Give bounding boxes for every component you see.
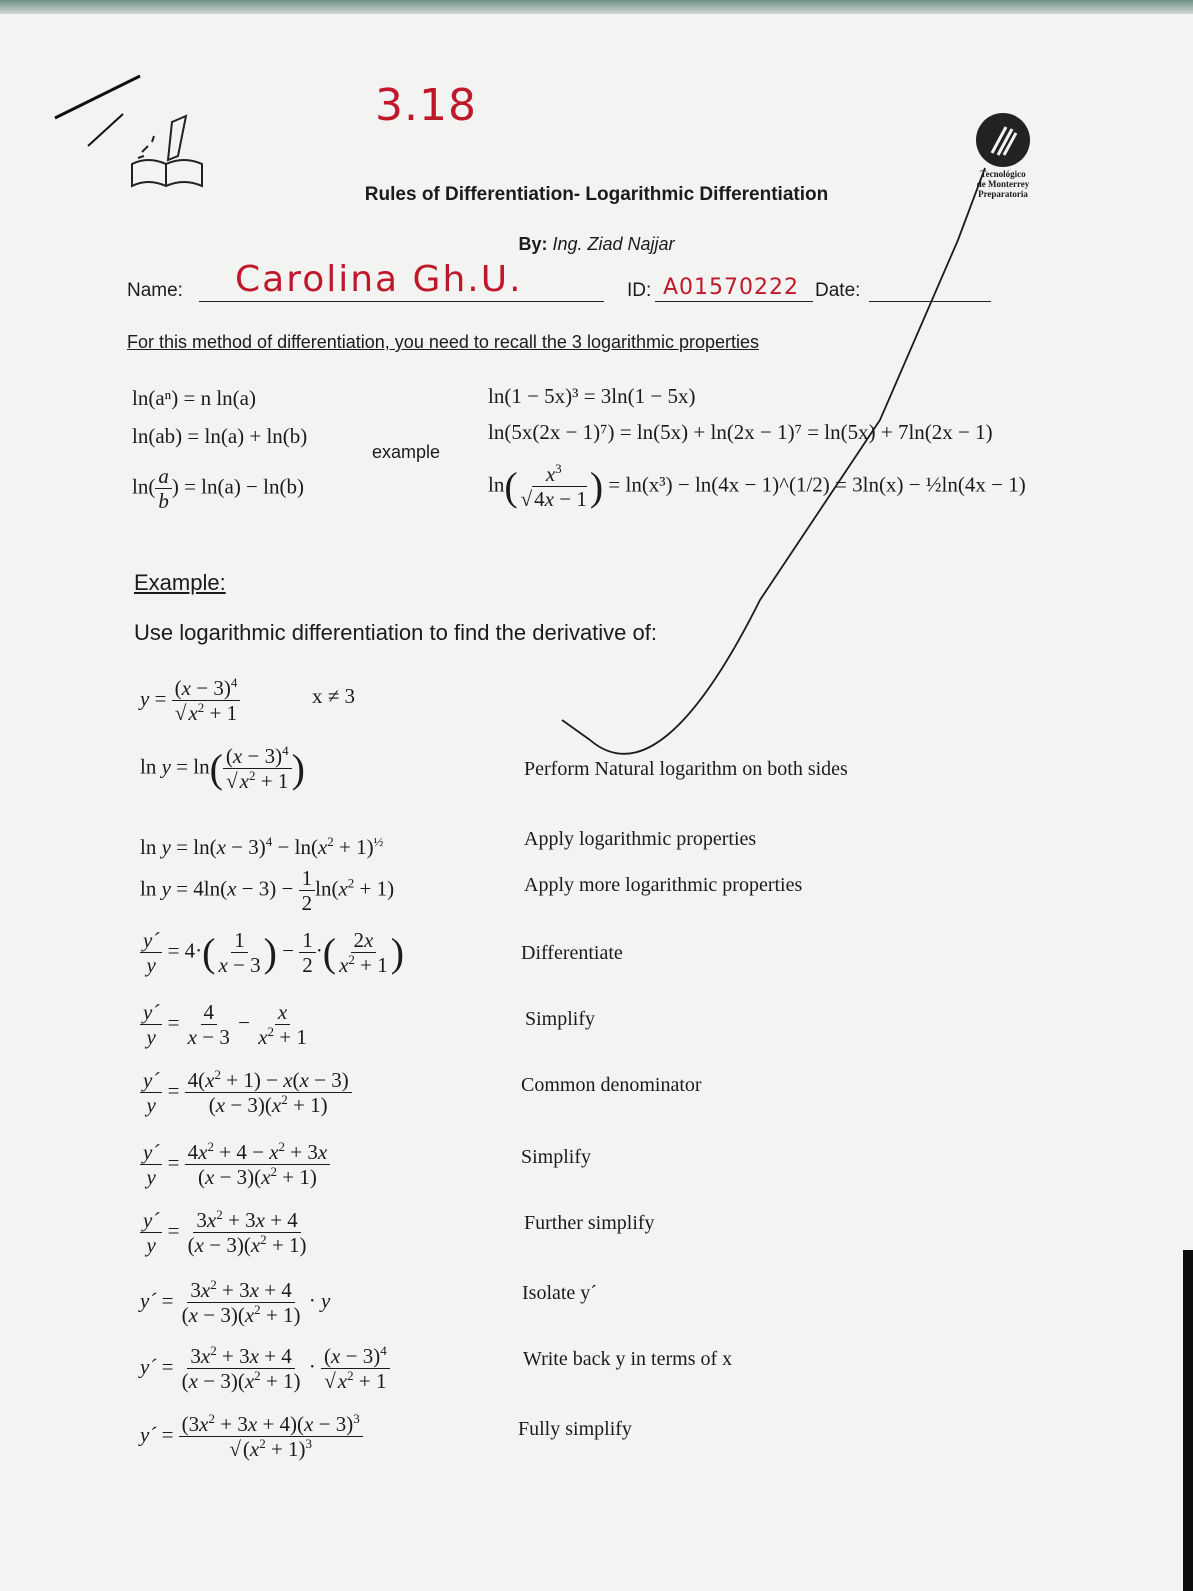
example-quotient: ln( $\frac{x^3}{√4x - 1}$ ) = ln(x³) − ln(4x − 1)^(1/2) = 3ln(x) − ½ln(4x − 1): [488, 461, 1026, 512]
property-power: ln(aⁿ) = n ln(a): [132, 386, 256, 410]
step-log-both-sides: ln y = ln( $\frac{(x - 3)^4}{√x^2 + 1}$ ): [140, 743, 305, 794]
logo-emblem: [976, 113, 1030, 167]
check-mark-stroke-2: [88, 114, 123, 146]
id-label: ID:: [627, 280, 652, 301]
note-step-8: Further simplify: [524, 1212, 655, 1234]
step-more-properties: ln y = 4ln(x − 3) − $\frac{1}{2}$ $\ln(x^2 + 1)$: [140, 866, 395, 916]
step-isolate: y´ = $\frac{3x^2 + 3x + 4}{(x - 3)(x^2 + 1)}$ · y: [140, 1277, 331, 1328]
note-step-7: Simplify: [521, 1146, 592, 1168]
logo-line-3: Preparatoria: [978, 189, 1028, 199]
note-step-6: Common denominator: [521, 1074, 702, 1096]
page-number: 3.18: [375, 80, 477, 131]
step-simplify-2: $\frac{y´}{y}$ = $\frac{4x^2 + 4 - x^2 + 3x}{(x - 3)(x^2 + 1)}$: [140, 1140, 330, 1189]
quotient-denominator: b: [158, 489, 169, 514]
logo-line-2: de Monterrey: [976, 179, 1030, 189]
step-common-denominator: $\frac{y´}{y}$ = $\frac{4(x^2 + 1) - x(x - 3)}{(x - 3)(x^2 + 1)}$: [140, 1068, 352, 1117]
step-differentiate: $\frac{y´}{y}$ = 4·( $\frac{1}{x - 3}$ ) − $\frac{1}{2}$ ·( $\frac{2x}{x^2 + 1}$ ): [140, 928, 404, 977]
id-field[interactable]: A01570222: [663, 275, 800, 300]
note-step-5: Simplify: [525, 1008, 596, 1030]
property-product: ln(ab) = ln(a) + ln(b): [132, 424, 308, 448]
date-label: Date:: [815, 280, 861, 301]
quotient-numerator: a: [155, 464, 172, 489]
step-further-simplify: $\frac{y´}{y}$ = $\frac{3x^2 + 3x + 4}{(x - 3)(x^2 + 1)}$: [140, 1208, 310, 1257]
example-product: ln(5x(2x − 1)⁷) = ln(5x) + ln(2x − 1)⁷ = ln(5x) + 7ln(2x − 1): [488, 420, 993, 444]
author-label: By:: [518, 234, 548, 254]
author-line: [0, 234, 1193, 255]
note-step-2: Apply logarithmic properties: [524, 828, 757, 850]
name-underline: [199, 301, 604, 302]
step-final-answer: y´ = $\frac{(3x^2 + 3x + 4)(x - 3)^3}{√(x^2 + 1)^3}$: [140, 1412, 363, 1461]
instruction-text: Use logarithmic differentiation to find the derivative of:: [134, 620, 657, 645]
domain-condition: x ≠ 3: [312, 684, 356, 708]
long-pen-stroke: [562, 168, 985, 754]
intro-text: For this method of differentiation, you need to recall the 3 logarithmic properties: [127, 332, 760, 352]
document-title: Rules of Differentiation- Logarithmic Differentiation: [364, 184, 829, 205]
quotient-lhs: ln(: [132, 474, 156, 499]
example-label: example: [372, 442, 441, 462]
quotient-rhs: ) = ln(a) − ln(b): [171, 474, 304, 499]
step-write-back: y´ = $\frac{3x^2 + 3x + 4}{(x - 3)(x^2 + 1)}$ · $\frac{(x - 3)^4}{√x^2 + 1}$: [140, 1344, 390, 1393]
example-heading: Example:: [134, 570, 226, 595]
note-step-4: Differentiate: [521, 942, 623, 964]
name-field[interactable]: Carolina Gh.U.: [235, 259, 523, 300]
step-given-function: y = $\frac{(x - 3)^4}{√x^2 + 1}$: [140, 676, 240, 725]
note-step-10: Write back y in terms of x: [523, 1348, 733, 1370]
example-power: ln(1 − 5x)³ = 3ln(1 − 5x): [488, 384, 696, 408]
step-log-properties: $\ln y = \ln(x - 3)^4 - \ln(x^2 + 1)^{\frac{1}{2}}$: [140, 834, 384, 859]
note-step-9: Isolate y´: [522, 1282, 597, 1304]
book-writing-icon: [128, 112, 208, 192]
property-quotient: [132, 464, 304, 513]
student-info-row: [127, 259, 1007, 306]
note-step-1: Perform Natural logarithm on both sides: [524, 758, 848, 780]
step-simplify-1: $\frac{y´}{y}$ = $\frac{4}{x - 3}$ − $\frac{x}{x^2 + 1}$: [140, 1000, 310, 1049]
name-label: Name:: [127, 280, 183, 301]
author-name: Ing. Ziad Najjar: [552, 234, 675, 254]
note-step-11: Fully simplify: [518, 1418, 632, 1440]
id-underline: [655, 301, 813, 302]
logo-line-1: Tecnológico: [980, 169, 1026, 179]
date-field[interactable]: [869, 301, 991, 302]
note-step-3: Apply more logarithmic properties: [524, 874, 803, 896]
example-quotient-rhs: = ln(x³) − ln(4x − 1)^(1/2) = 3ln(x) − ½ln(4x − 1): [608, 472, 1026, 497]
